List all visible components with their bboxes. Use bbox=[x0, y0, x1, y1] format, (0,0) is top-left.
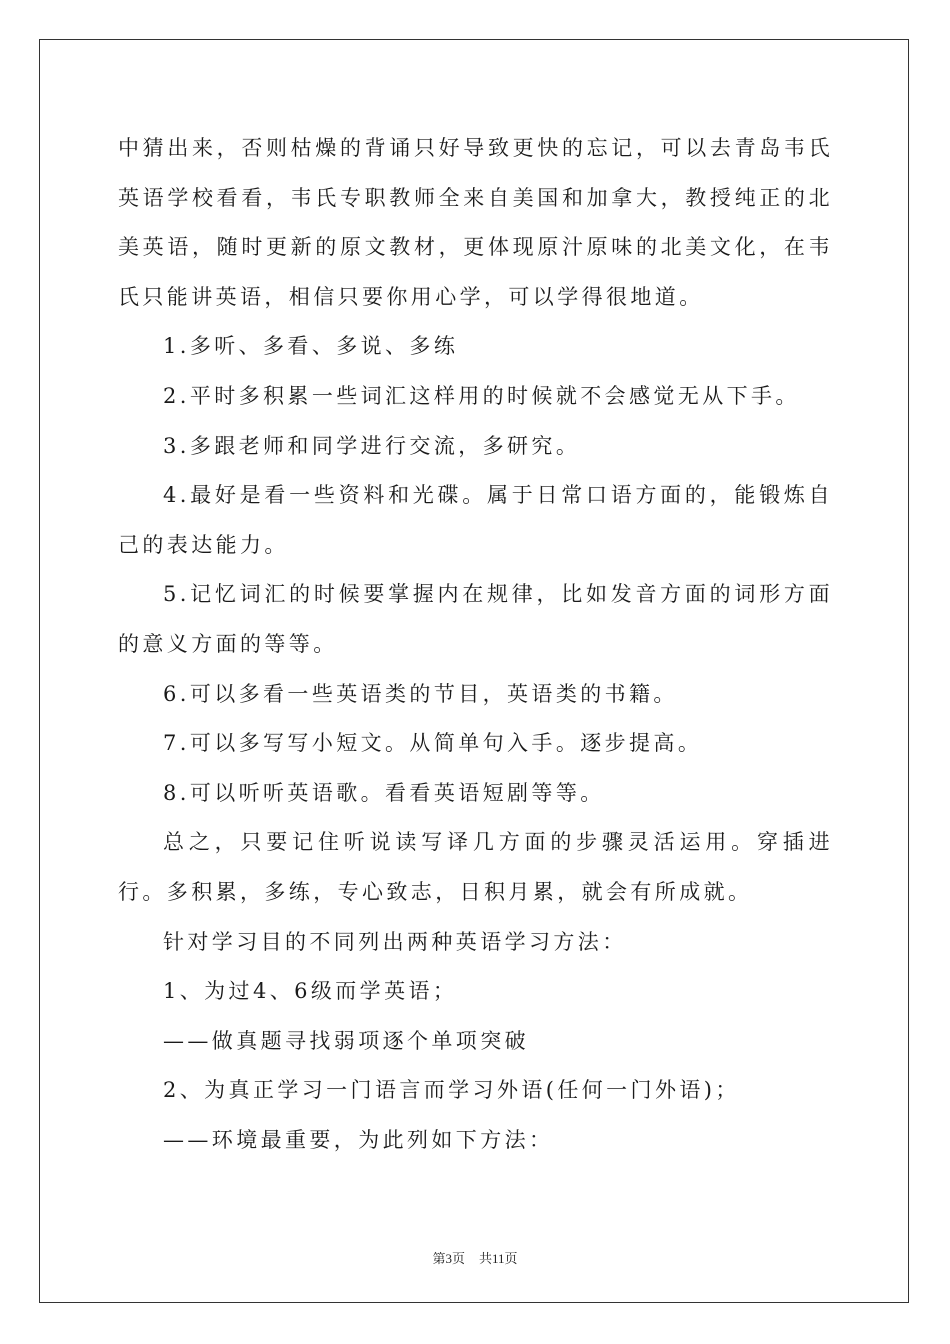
paragraph-3: 2.平时多积累一些词汇这样用的时候就不会感觉无从下手。 bbox=[163, 383, 800, 408]
paragraph-1: 中猜出来，否则枯燥的背诵只好导致更快的忘记，可以去青岛韦氏英语学校看看，韦氏专职教师全来自美国和加拿大，教授纯正的北美英语，随时更新的原文教材，更体现原汁原味的北美文化，在韦氏只能讲英语，相信只要你用心学，可以学得很地道。 bbox=[118, 136, 833, 309]
paragraph-2: 1.多听、多看、多说、多练 bbox=[163, 334, 459, 359]
paragraph-12: 1、为过4、6级而学英语； bbox=[163, 979, 458, 1004]
paragraph-8: 7.可以多写写小短文。从简单句入手。逐步提高。 bbox=[163, 731, 703, 756]
paragraph-5: 4.最好是看一些资料和光碟。属于日常口语方面的，能锻炼自己的表达能力。 bbox=[118, 483, 833, 557]
page-number: 第3页 bbox=[432, 1251, 465, 1266]
paragraph-6: 5.记忆词汇的时候要掌握内在规律，比如发音方面的词形方面的意义方面的等等。 bbox=[118, 582, 833, 656]
page-footer bbox=[0, 1248, 950, 1267]
paragraph-10: 总之，只要记住听说读写译几方面的步骤灵活运用。穿插进行。多积累，多练，专心致志，日积月累，就会有所成就。 bbox=[118, 830, 833, 904]
paragraph-9: 8.可以听听英语歌。看看英语短剧等等。 bbox=[163, 780, 605, 805]
paragraph-7: 6.可以多看一些英语类的节目，英语类的书籍。 bbox=[163, 681, 678, 706]
paragraph-14: 2、为真正学习一门语言而学习外语(任何一门外语)； bbox=[163, 1078, 740, 1103]
paragraph-11: 针对学习目的不同列出两种英语学习方法： bbox=[163, 929, 627, 954]
paragraph-15: ——环境最重要，为此列如下方法： bbox=[163, 1127, 554, 1152]
document-body bbox=[118, 124, 833, 1165]
paragraph-4: 3.多跟老师和同学进行交流，多研究。 bbox=[163, 433, 581, 458]
paragraph-13: ——做真题寻找弱项逐个单项突破 bbox=[163, 1028, 529, 1053]
page-total: 共11页 bbox=[478, 1251, 518, 1266]
